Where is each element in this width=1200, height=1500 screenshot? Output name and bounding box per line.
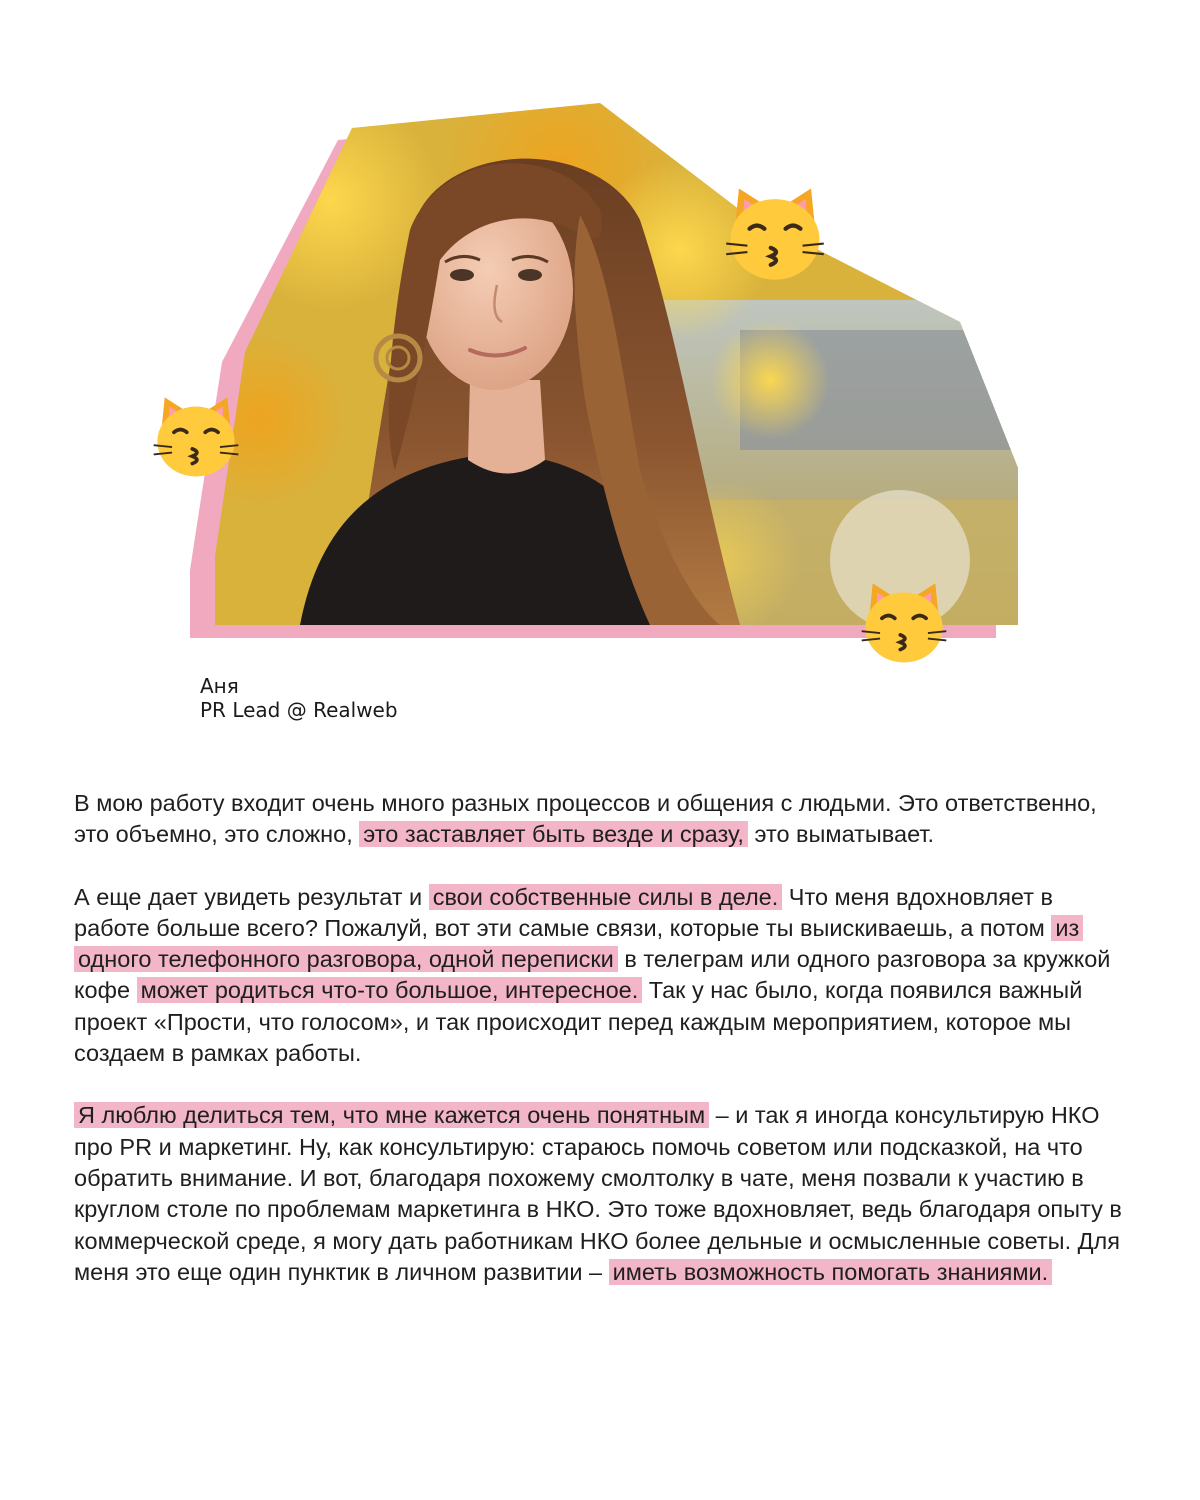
paragraph-text: Так у нас было, когда появился важный проект «Прости, что голосом», и так происходит перед каждым мероприятием, которое мы создаем в рамках работы. — [74, 977, 1083, 1067]
paragraph-text: в телеграм или одного разговора за кружкой кофе — [74, 946, 1111, 1004]
highlighted-text: это заставляет быть везде и сразу, — [359, 821, 748, 847]
paragraph-text: Что меня вдохновляет в работе больше всего? Пожалуй, вот эти самые связи, которые ты выискиваешь, а потом — [74, 883, 1053, 941]
article-body — [74, 788, 1134, 1319]
profile-photo-collage — [0, 0, 1200, 680]
paragraph-text: это выматывает. — [747, 821, 935, 848]
article-paragraph — [74, 1100, 1134, 1288]
paragraph-text: А еще дает увидеть результат и — [74, 883, 429, 910]
article-paragraph — [74, 788, 1134, 851]
kissing-cat-icon — [150, 390, 242, 482]
person-role: PR Lead @ Realweb — [200, 698, 398, 722]
highlighted-text: может родиться что-то большое, интересное. — [137, 977, 643, 1003]
highlighted-text: свои собственные силы в деле. — [429, 884, 783, 910]
portrait-photo — [170, 50, 1030, 640]
photo-frame — [0, 0, 1200, 680]
paragraph-text: – и так я иногда консультирую НКО про PR и маркетинг. Ну, как консультирую: стараюсь помочь советом или подсказкой, на что обратить внимание. И вот, благодаря похожему смолтолку в чате, меня позвали к участию в круглом столе по проблемам маркетинга в НКО. Это тоже вдохновляет, ведь благодаря опыту в коммерческой среде, я могу дать работникам НКО более дельные и осмысленные советы. Для меня это еще один пунктик в личном развитии – — [74, 1102, 1122, 1285]
person-name: Аня — [200, 674, 239, 698]
highlighted-text: из одного телефонного разговора, одной переписки — [74, 915, 1083, 972]
kissing-cat-icon — [722, 180, 828, 286]
kissing-cat-icon — [858, 576, 950, 668]
photo-caption — [200, 674, 398, 722]
highlighted-text: Я люблю делиться тем, что мне кажется очень понятным — [74, 1102, 709, 1128]
article-paragraph — [74, 882, 1134, 1070]
paragraph-text: В мою работу входит очень много разных процессов и общения с людьми. Это ответственно, это объемно, это сложно, — [74, 790, 1097, 848]
highlighted-text: иметь возможность помогать знаниями. — [609, 1259, 1053, 1285]
